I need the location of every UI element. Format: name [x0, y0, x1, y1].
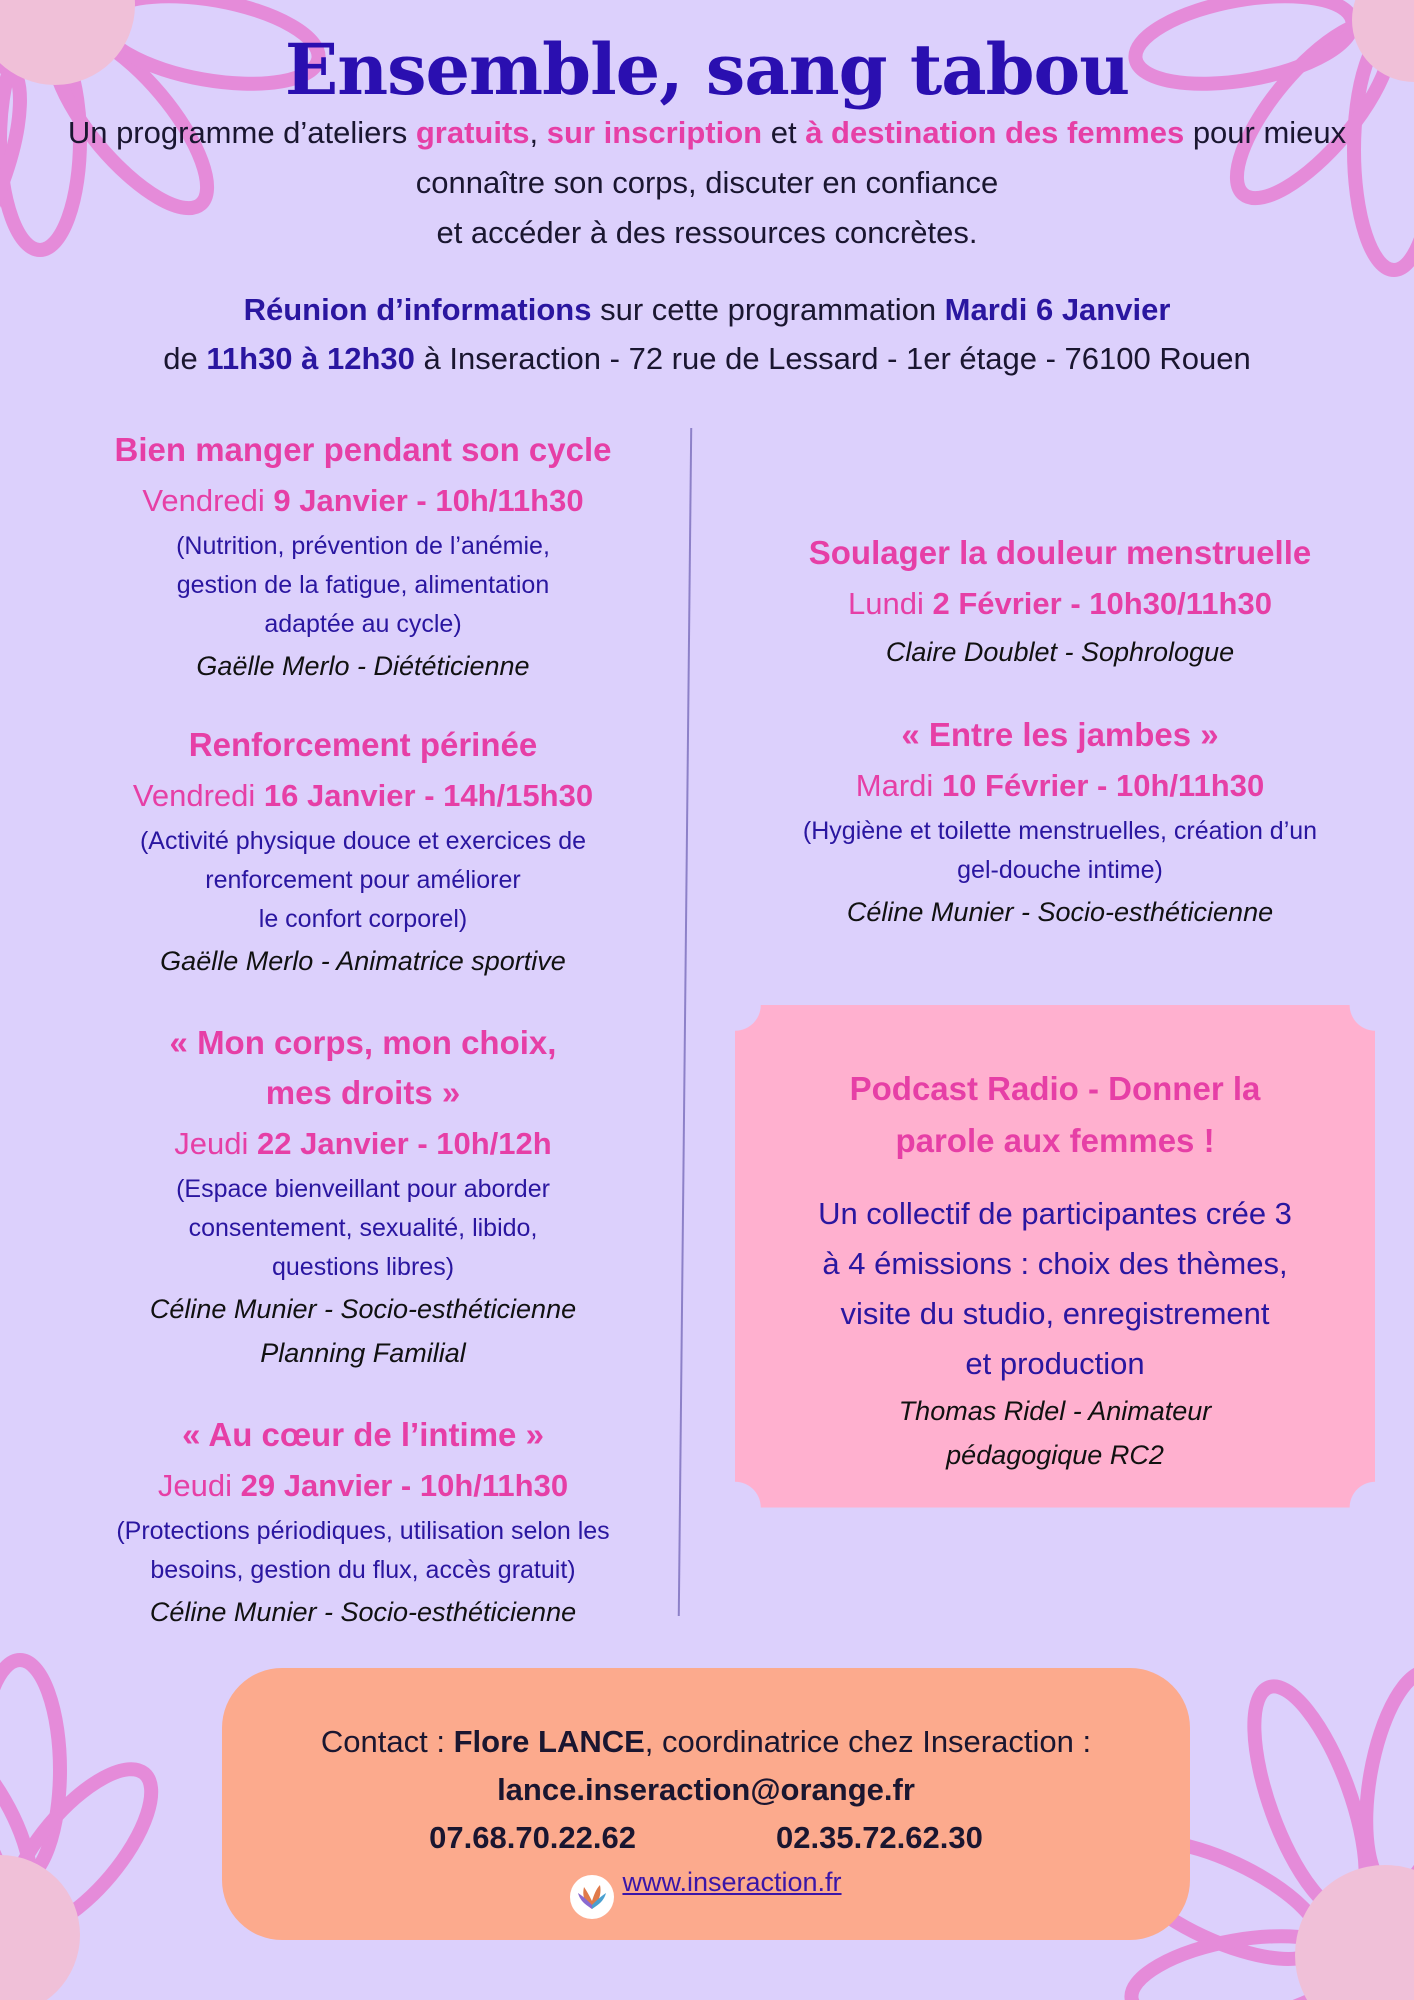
podcast-description: visite du studio, enregistrement: [840, 1296, 1270, 1331]
workshop-day: Jeudi: [174, 1126, 258, 1161]
podcast-title: Podcast Radio - Donner la: [849, 1070, 1261, 1107]
workshop-day: Mardi: [855, 768, 942, 803]
intro-text: [60, 108, 1354, 258]
contact-label: Contact :: [320, 1724, 454, 1759]
workshop-day: Vendredi: [132, 778, 264, 813]
podcast-description: Un collectif de participantes crée 3: [818, 1196, 1292, 1231]
workshop-title: Soulager la douleur menstruelle: [808, 534, 1312, 571]
workshop-day: Jeudi: [157, 1468, 241, 1503]
workshop-description: questions libres): [271, 1253, 455, 1281]
workshop-date-time: 9 Janvier - 10h/11h30: [273, 483, 584, 518]
info-text: sur cette programmation: [591, 292, 945, 327]
contact-box: [222, 1668, 1190, 1940]
inseraction-logo-icon: [570, 1875, 614, 1919]
contact-phone-landline[interactable]: 02.35.72.62.30: [776, 1820, 983, 1855]
intro-text-part: ,: [529, 115, 547, 150]
workshop-description: (Espace bienveillant pour aborder: [176, 1175, 550, 1203]
info-text: de: [163, 341, 207, 376]
highlight-women: à destination des femmes: [805, 115, 1185, 150]
intro-text-part: Un programme d’ateliers: [67, 115, 416, 150]
website-link[interactable]: www.inseraction.fr: [622, 1867, 842, 1897]
workshop-description: (Nutrition, prévention de l’anémie,: [176, 532, 550, 560]
workshop-day: Vendredi: [142, 483, 274, 518]
workshop-speaker: Céline Munier - Socio-esthéticienne: [149, 1294, 577, 1324]
info-meeting-time: 11h30 à 12h30: [206, 341, 415, 376]
workshop-title: « Mon corps, mon choix,: [169, 1024, 557, 1061]
workshop-date: [715, 760, 1405, 812]
contact-phones: [222, 1814, 1190, 1862]
workshop-date: [20, 1460, 706, 1512]
workshop-nutrition: [20, 425, 706, 688]
website-row: [222, 1862, 1190, 1909]
info-meeting-label: Réunion d’informations: [243, 292, 592, 327]
contact-name: Flore LANCE: [453, 1724, 645, 1759]
workshop-date-time: 10 Février - 10h/11h30: [941, 768, 1265, 803]
contact-email[interactable]: lance.inseraction@orange.fr: [497, 1772, 915, 1807]
page-title: Ensemble, sang tabou: [284, 28, 1130, 111]
workshop-description: gestion de la fatigue, alimentation: [176, 571, 550, 599]
workshop-perinee: [20, 720, 706, 983]
workshop-date: [715, 578, 1405, 630]
workshop-hygiene: [715, 710, 1405, 934]
workshop-date: [20, 1118, 706, 1170]
podcast-content: [735, 1063, 1375, 1477]
workshop-description: (Activité physique douce et exercices de: [139, 827, 587, 855]
workshop-day: Lundi: [848, 586, 933, 621]
workshop-description: renforcement pour améliorer: [205, 866, 521, 894]
workshop-title: Bien manger pendant son cycle: [114, 431, 612, 468]
workshop-description: (Hygiène et toilette menstruelles, création d’un: [802, 817, 1318, 845]
workshop-title: mes droits »: [265, 1074, 461, 1111]
podcast-title: parole aux femmes !: [895, 1122, 1215, 1159]
workshop-speaker: Gaëlle Merlo - Diététicienne: [196, 651, 530, 681]
workshop-description: consentement, sexualité, libido,: [188, 1214, 538, 1242]
workshop-date-time: 2 Février - 10h30/11h30: [932, 586, 1272, 621]
podcast-speaker: Thomas Ridel - Animateur: [898, 1396, 1212, 1426]
info-meeting-date: Mardi 6 Janvier: [944, 292, 1171, 327]
workshop-speaker: Planning Familial: [260, 1338, 466, 1368]
podcast-speaker: pédagogique RC2: [946, 1440, 1164, 1470]
contact-line: [222, 1718, 1190, 1766]
workshop-description: gel-douche intime): [957, 856, 1163, 884]
workshop-speaker: Céline Munier - Socio-esthéticienne: [149, 1597, 577, 1627]
workshop-description: le confort corporel): [258, 905, 468, 933]
contact-role: , coordinatrice chez Inseraction :: [644, 1724, 1092, 1759]
info-meeting: [20, 285, 1394, 383]
workshop-title: « Au cœur de l’intime »: [182, 1416, 544, 1453]
highlight-free: gratuits: [415, 115, 530, 150]
workshop-speaker: Claire Doublet - Sophrologue: [885, 637, 1235, 667]
podcast-description: à 4 émissions : choix des thèmes,: [822, 1246, 1288, 1281]
workshop-description: adaptée au cycle): [264, 610, 462, 638]
intro-text-part: pour mieux connaître son corps, discuter en confiance: [415, 115, 1347, 200]
highlight-registration: sur inscription: [546, 115, 763, 150]
contact-phone-mobile[interactable]: 07.68.70.22.62: [429, 1820, 636, 1855]
workshop-intimate: [20, 1410, 706, 1634]
intro-text-part: et: [762, 115, 806, 150]
workshop-description: (Protections périodiques, utilisation selon les: [116, 1517, 610, 1545]
workshop-date-time: 22 Janvier - 10h/12h: [257, 1126, 552, 1161]
workshop-rights: [20, 1018, 706, 1375]
info-meeting-address: à Inseraction - 72 rue de Lessard - 1er étage - 76100 Rouen: [414, 341, 1251, 376]
workshop-pain: [715, 528, 1405, 674]
podcast-description: et production: [965, 1346, 1145, 1381]
workshop-description: besoins, gestion du flux, accès gratuit): [150, 1556, 576, 1584]
workshop-date-time: 16 Janvier - 14h/15h30: [263, 778, 594, 813]
workshop-title: « Entre les jambes »: [901, 716, 1219, 753]
workshop-title: Renforcement périnée: [188, 726, 538, 763]
workshop-speaker: Céline Munier - Socio-esthéticienne: [846, 897, 1274, 927]
workshop-speaker: Gaëlle Merlo - Animatrice sportive: [160, 946, 566, 976]
workshop-date-time: 29 Janvier - 10h/11h30: [240, 1468, 569, 1503]
workshop-date: [20, 770, 706, 822]
workshop-date: [20, 475, 706, 527]
intro-text-part: et accéder à des ressources concrètes.: [436, 215, 978, 250]
